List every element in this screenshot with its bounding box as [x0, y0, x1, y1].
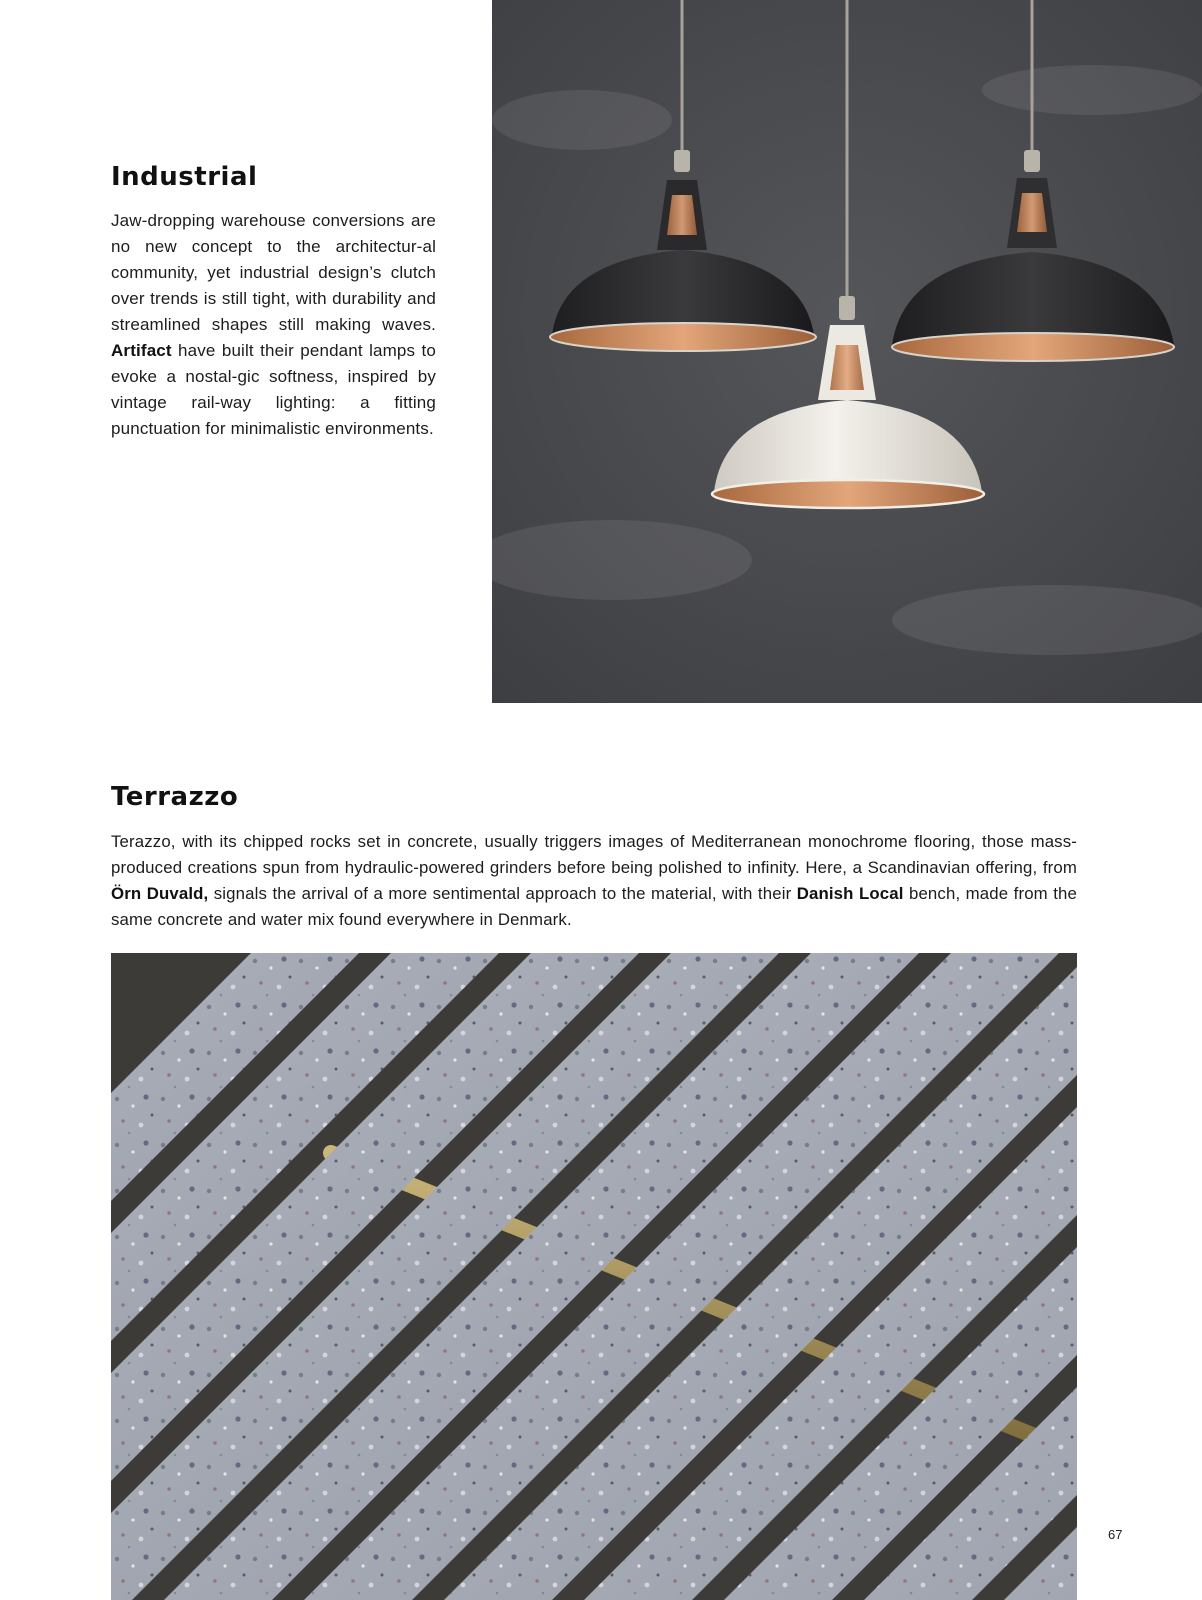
text-run: have built their pendant lamps to evoke a nostal-gic softness, inspired by vintage rail-way lighting: a fitting punctuation for minimalistic environments. [111, 341, 436, 438]
terrazzo-bench-photo [111, 953, 1077, 1600]
section-body-terrazzo [111, 829, 1077, 933]
section-body-industrial [111, 208, 436, 442]
text-run: bench, made from the same concrete and water mix found everywhere in Denmark. [111, 884, 1077, 929]
bold-name: Danish Local [796, 884, 904, 903]
text-run: Jaw-dropping warehouse conversions are no new concept to the architectur-al community, yet industrial design’s clutch over trends is still tight, with durability and streamlined shapes still making waves. [111, 211, 436, 334]
bold-name: Artifact [111, 341, 172, 360]
text-run: signals the arrival of a more sentimental approach to the material, with their [208, 884, 797, 903]
section-heading-industrial: Industrial [111, 162, 258, 192]
bold-name: Örn Duvald, [111, 884, 209, 903]
section-heading-terrazzo: Terrazzo [111, 782, 239, 812]
page-number: 67 [1108, 1527, 1123, 1542]
text-run: Terazzo, with its chipped rocks set in concrete, usually triggers images of Mediterranean monochrome flooring, those mass-produced creations spun from hydraulic-powered grinders before being polished to infinity. Here, a Scandinavian offering, from [111, 832, 1077, 877]
pendant-lamps-photo [492, 0, 1202, 703]
